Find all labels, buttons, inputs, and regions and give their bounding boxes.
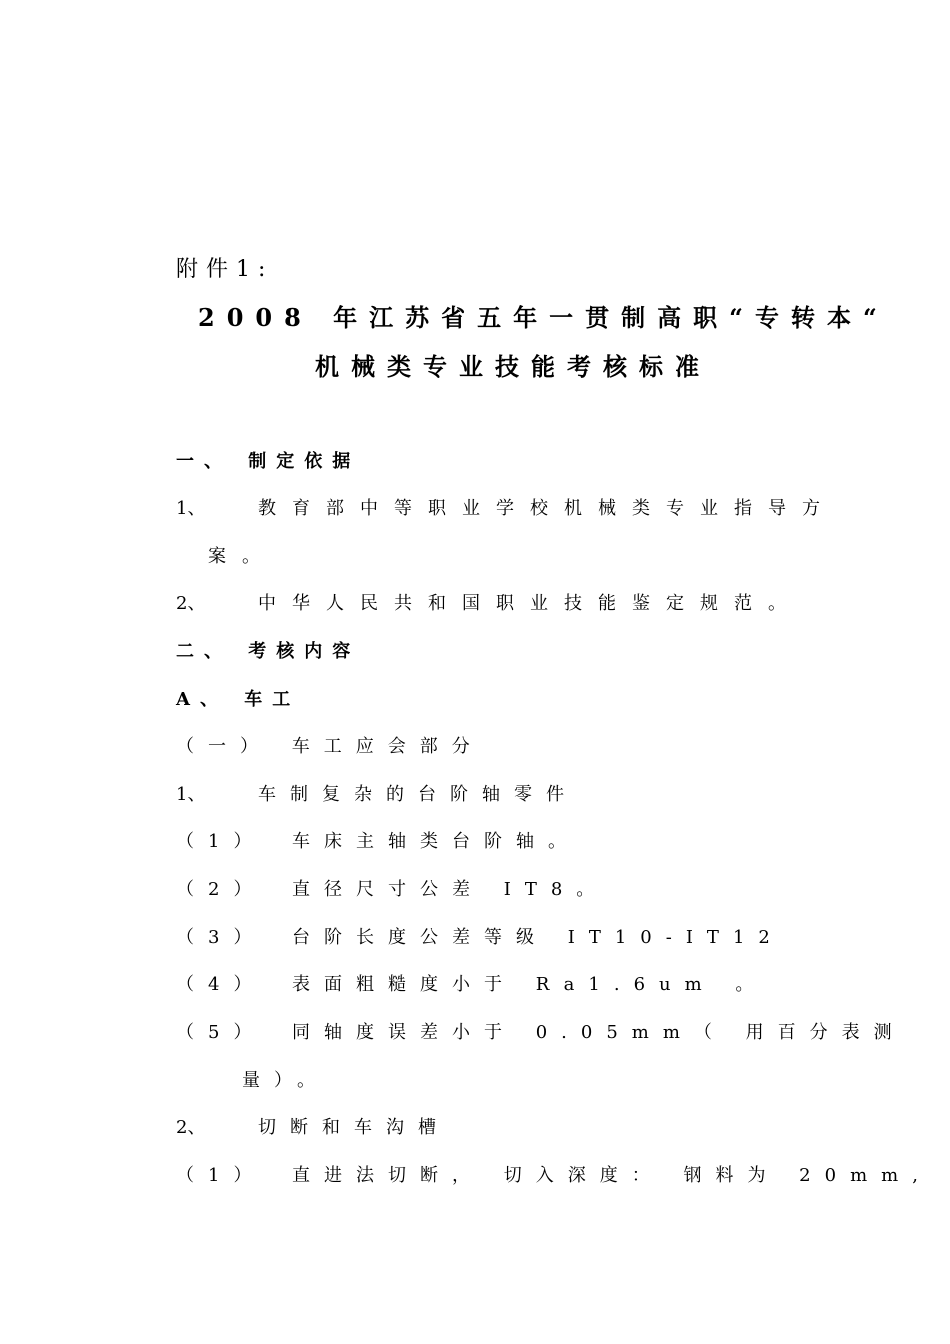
section-1-heading: 一、 制定依据 [176,451,361,472]
basis-item-1-text: 教育部中等职业学校机械类专业指导方 [258,498,836,519]
cut-req-1-text: 直进法切断， 切入深度： 钢料为 20mm, [292,1165,932,1186]
req-4-number: （4） [176,974,266,995]
task-2-text: 切断和车沟槽 [258,1117,450,1138]
basis-item-2-text: 中华人民共和国职业技能鉴定规范。 [258,593,802,614]
req-3-text: 台阶长度公差等级 IT10-IT12 [292,927,784,948]
req-2-number: （2） [176,879,266,900]
req-5-continuation: 量）。 [242,1070,329,1091]
req-5-number: （5） [176,1022,266,1043]
req-5-text: 同轴度误差小于 0.05mm（ 用百分表测 [292,1022,906,1043]
req-1-number: （1） [176,831,266,852]
subsection-a-heading: A、 车工 [176,689,301,710]
req-1-text: 车床主轴类台阶轴。 [292,831,580,852]
req-4-text: 表面粗糙度小于 Ra1.6um 。 [292,974,768,995]
title-line-2: 机械类专业技能考核标准 [315,352,711,381]
task-1-number: 1、 [176,784,206,805]
task-1-text: 车制复杂的台阶轴零件 [258,784,578,805]
cut-req-1-number: （1） [176,1165,266,1186]
part-1-heading: （一） 车工应会部分 [176,736,484,757]
section-2-heading: 二、 考核内容 [176,641,361,662]
basis-item-1-number: 1、 [176,498,206,519]
basis-item-1-continuation: 案。 [208,546,276,567]
title-line-1: 2008 年江苏省五年一贯制高职“专转本“ [198,303,889,332]
task-2-number: 2、 [176,1117,206,1138]
annex-label: 附件1: [176,257,274,282]
basis-item-2-number: 2、 [176,593,206,614]
req-3-number: （3） [176,927,266,948]
req-2-text: 直径尺寸公差 IT8。 [292,879,609,900]
